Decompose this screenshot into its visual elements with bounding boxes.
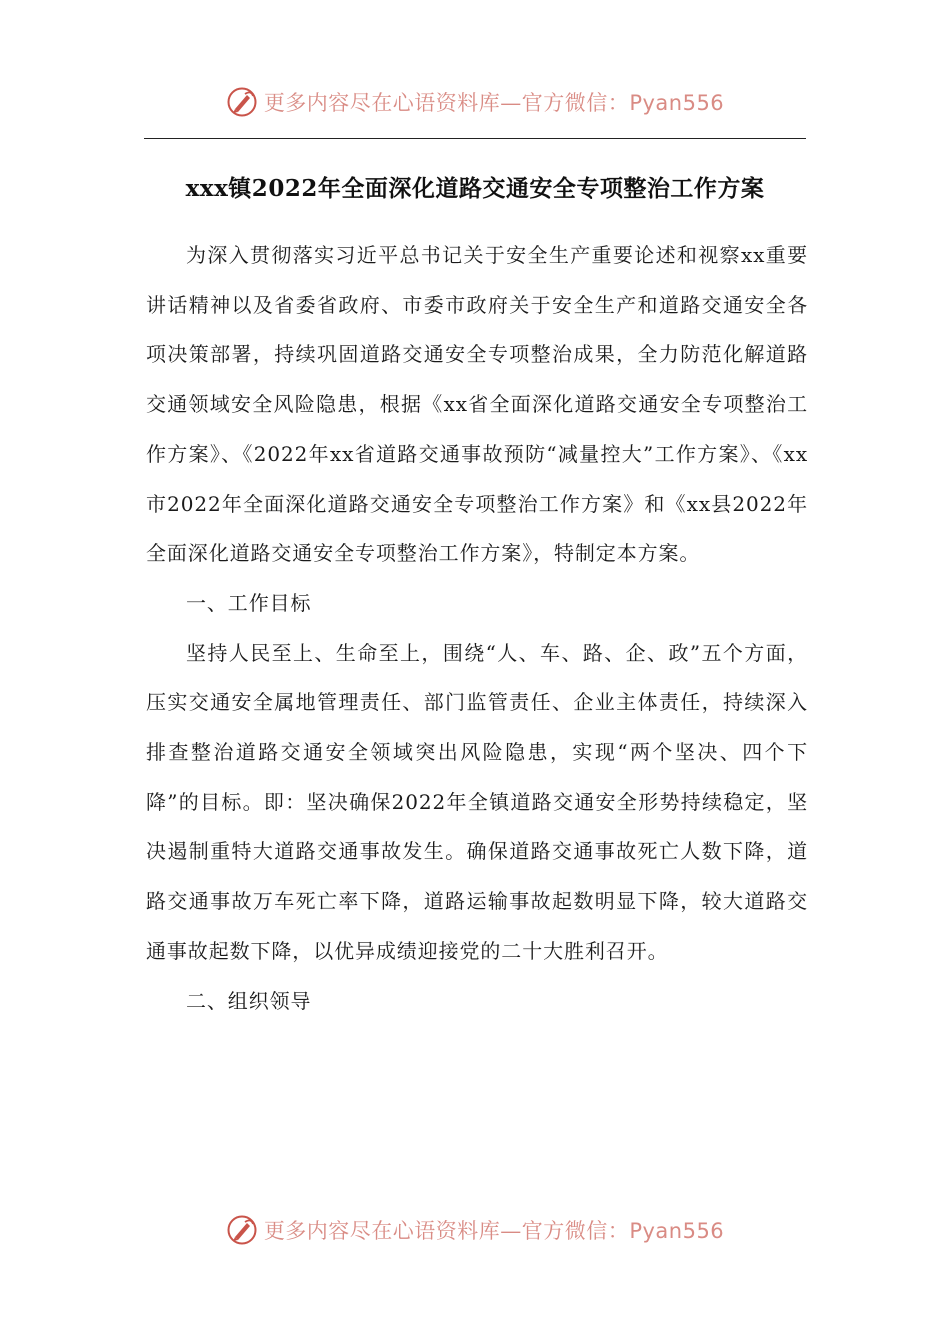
wechat-id: Pyan556 <box>629 1219 725 1243</box>
header-divider <box>144 138 806 139</box>
section-heading-work-goals: 一、工作目标 <box>186 590 312 615</box>
watermark-label: 更多内容尽在心语资料库—官方微信： <box>263 1219 630 1243</box>
document-body <box>146 231 808 1026</box>
wechat-id: Pyan556 <box>629 91 725 115</box>
watermark-text <box>264 1215 724 1245</box>
paragraph-work-goals: 坚持人民至上、生命至上，围绕“人、车、路、企、政”五个方面，压实交通安全属地管理责任、部门监管责任、企业主体责任，持续深入排查整治道路交通安全领域突出风险隐患，实现“两个坚决、四个下降”的目标。即：坚决确保2022年全镇道路交通安全形势持续稳定，坚决遏制重特大道路交通事故发生。确保道路交通事故死亡人数下降，道路交通事故万车死亡率下降，道路运输事故起数明显下降，较大道路交通事故起数下降，以优异成绩迎接党的二十大胜利召开。 <box>146 640 808 963</box>
watermark-label: 更多内容尽在心语资料库—官方微信： <box>263 91 630 115</box>
section-heading-organization: 二、组织领导 <box>186 988 312 1013</box>
pen-logo-icon <box>226 86 258 118</box>
watermark-text <box>264 87 724 117</box>
header-watermark-banner <box>0 80 950 124</box>
pen-logo-icon <box>226 1214 258 1246</box>
paragraph-intro: 为深入贯彻落实习近平总书记关于安全生产重要论述和视察xx重要讲话精神以及省委省政府、市委市政府关于安全生产和道路交通安全各项决策部署，持续巩固道路交通安全专项整治成果，全力防范化解道路交通领域安全风险隐患，根据《xx省全面深化道路交通安全专项整治工作方案》、《2022年xx省道路交通事故预防“减量控大”工作方案》、《xx市2022年全面深化道路交通安全专项整治工作方案》和《xx县2022年全面深化道路交通安全专项整治工作方案》，特制定本方案。 <box>146 243 808 566</box>
footer-watermark-banner <box>0 1208 950 1252</box>
document-title: xxx镇2022年全面深化道路交通安全专项整治工作方案 <box>185 175 765 202</box>
